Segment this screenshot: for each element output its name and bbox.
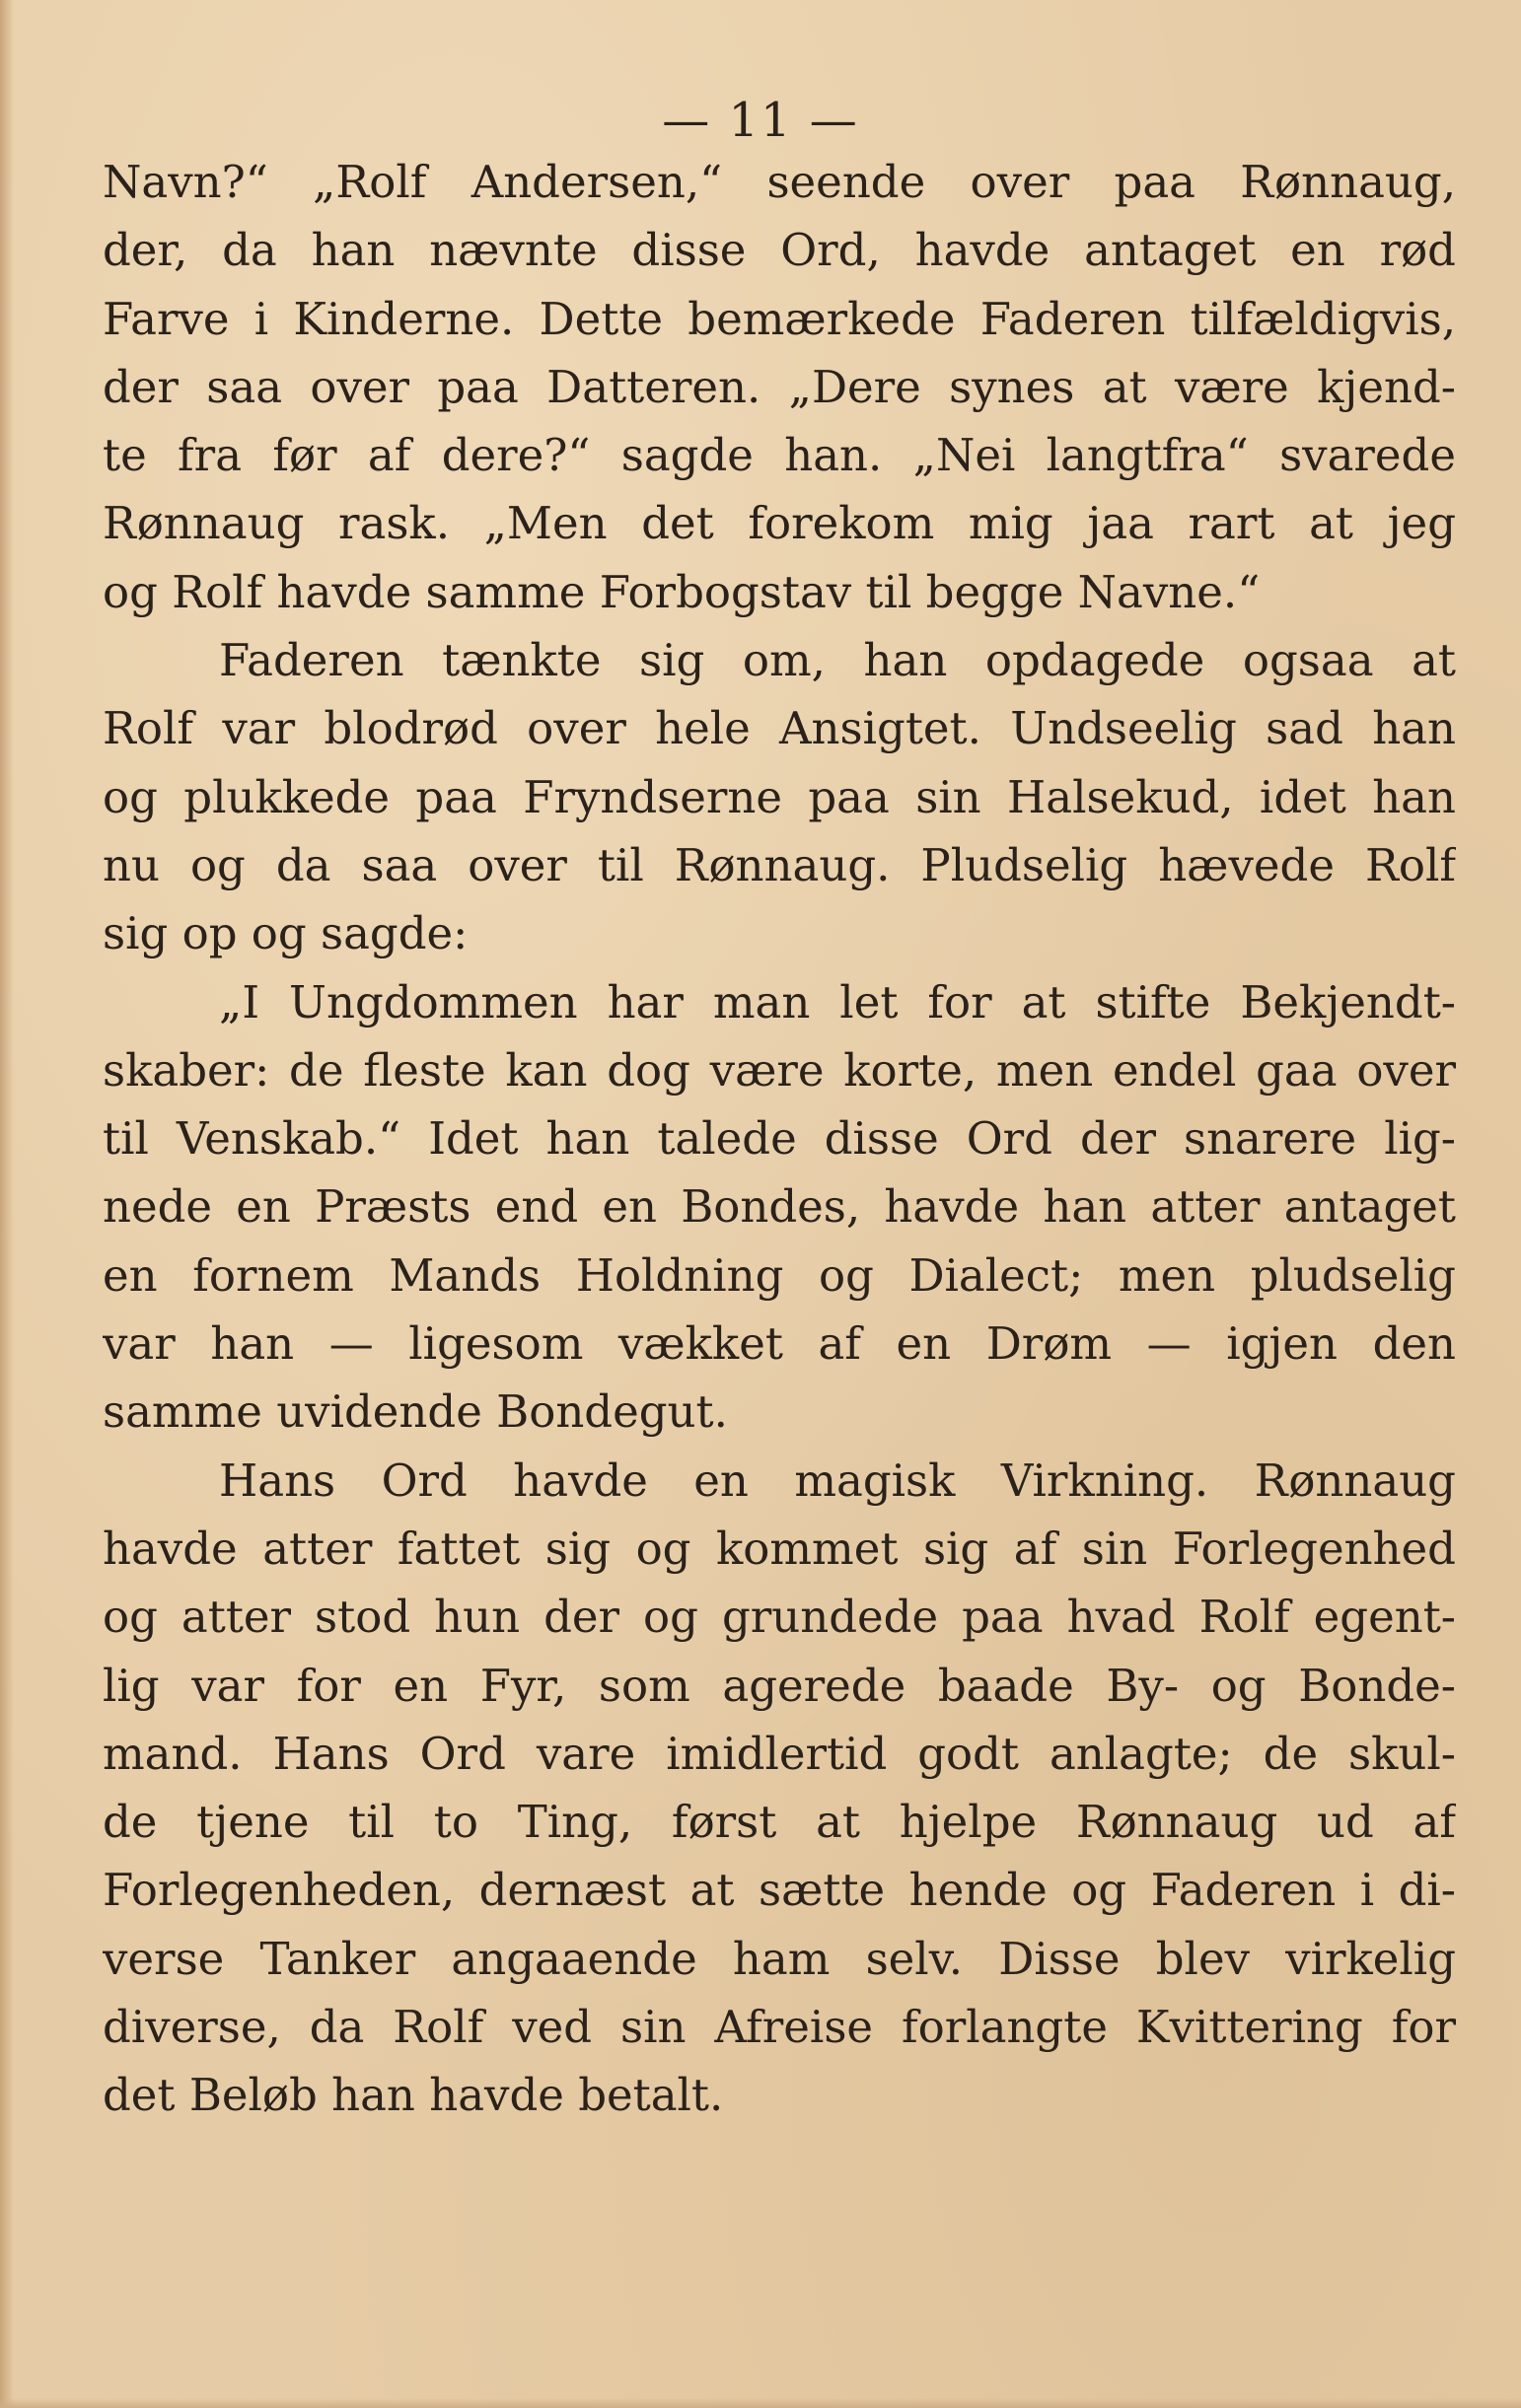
text-line: var han — ligesom vækket af en Drøm — igjen den <box>103 1317 1456 1371</box>
text-line: verse Tanker angaaende ham selv. Disse blev virkelig <box>103 1932 1456 1985</box>
text-line: og atter stod hun der og grundede paa hvad Rolf egent- <box>103 1591 1456 1644</box>
body-text <box>103 148 1456 2130</box>
text-line: Farve i Kinderne. Dette bemærkede Faderen tilfældigvis, <box>103 292 1456 345</box>
text-line: skaber: de fleste kan dog være korte, men endel gaa over <box>103 1043 1456 1097</box>
text-line: Rolf var blodrød over hele Ansigtet. Undseelig sad han <box>103 702 1456 755</box>
text-line: Navn?“ „Rolf Andersen,“ seende over paa Rønnaug, <box>103 156 1456 208</box>
text-line: Hans Ord havde en magisk Virkning. Rønnaug <box>219 1453 1456 1507</box>
text-line: samme uvidende Bondegut. <box>103 1385 728 1439</box>
text-line: havde atter fattet sig og kommet sig af sin Forlegenhed <box>103 1522 1456 1575</box>
text-line: nede en Præsts end en Bondes, havde han atter antaget <box>103 1180 1456 1234</box>
text-line: til Venskab.“ Idet han talede disse Ord der snarere lig- <box>103 1112 1456 1166</box>
text-line: Rønnaug rask. „Men det forekom mig jaa rart at jeg <box>103 497 1456 550</box>
text-line: te fra før af dere?“ sagde han. „Nei langtfra“ svarede <box>103 429 1456 482</box>
text-line: en fornem Mands Holdning og Dialect; men pludselig <box>103 1248 1456 1302</box>
text-line: Faderen tænkte sig om, han opdagede ogsaa at <box>219 634 1456 687</box>
text-line: sig op og sagde: <box>103 907 469 960</box>
text-line: „I Ungdommen har man let for at stifte Bekjendt- <box>219 975 1456 1028</box>
text-line: og plukkede paa Fryndserne paa sin Halsekud, idet han <box>103 770 1456 823</box>
page-binding-edge <box>0 0 14 2408</box>
text-line: lig var for en Fyr, som agerede baade By- og Bonde- <box>103 1659 1456 1712</box>
text-line: og Rolf havde samme Forbogstav til begge Navne.“ <box>103 565 1261 618</box>
text-line: diverse, da Rolf ved sin Afreise forlangte Kvittering for <box>103 2001 1456 2054</box>
text-line: der, da han nævnte disse Ord, havde antaget en rød <box>103 224 1456 277</box>
text-line: mand. Hans Ord vare imidlertid godt anlagte; de skul- <box>103 1727 1456 1780</box>
text-line: der saa over paa Datteren. „Dere synes at være kjend- <box>103 360 1456 413</box>
text-line: det Beløb han havde betalt. <box>103 2069 724 2122</box>
page-number: — 11 — <box>662 93 859 148</box>
page-bottom-edge <box>0 2398 1521 2408</box>
text-line: nu og da saa over til Rønnaug. Pludselig hævede Rolf <box>103 838 1456 891</box>
text-line: de tjene til to Ting, først at hjelpe Rønnaug ud af <box>103 1796 1456 1849</box>
text-line: Forlegenheden, dernæst at sætte hende og Faderen i di- <box>103 1864 1456 1917</box>
